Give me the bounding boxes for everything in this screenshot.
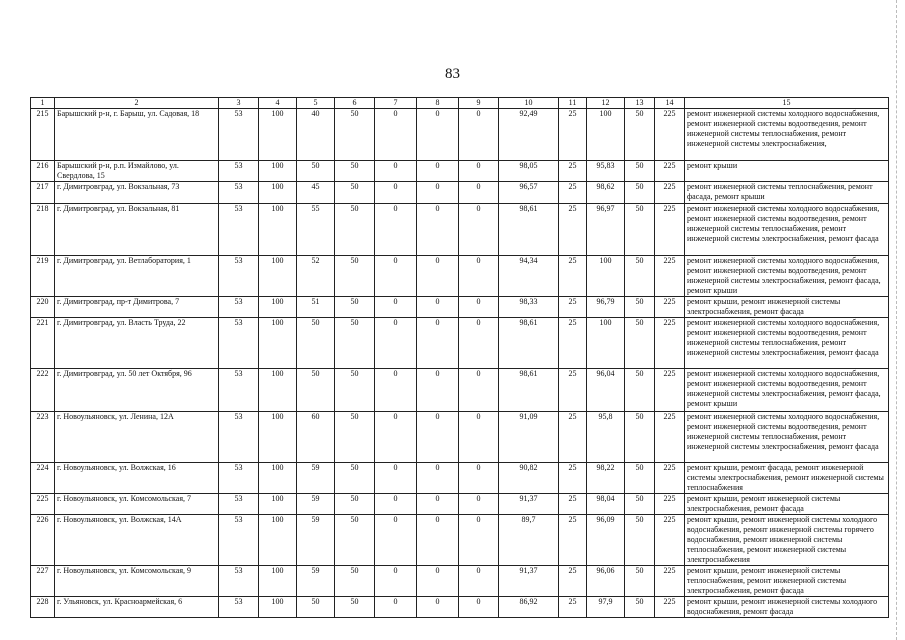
table-cell-works: ремонт инженерной системы холодного водоснабжения, ремонт инженерной системы водоотведения, ремонт инженерной системы теплоснабжения, ремонт инженерной системы электроснабжения, ремонт фасада (685, 204, 889, 256)
table-cell-c4: 100 (259, 318, 297, 369)
table-cell-c8: 0 (417, 256, 459, 297)
table-cell-c7: 0 (375, 318, 417, 369)
table-cell-c8: 0 (417, 318, 459, 369)
table-cell-c8: 0 (417, 412, 459, 463)
table-cell-c6: 50 (335, 256, 375, 297)
table-row (31, 494, 889, 515)
table-cell-c13: 50 (625, 463, 655, 494)
table-cell-works: ремонт крыши, ремонт инженерной системы теплоснабжения, ремонт инженерной системы электроснабжения, ремонт фасада (685, 566, 889, 597)
table-cell-c9: 0 (459, 463, 499, 494)
table-cell-c12: 98,04 (587, 494, 625, 515)
table-cell-n: 215 (31, 109, 55, 161)
table-cell-c7: 0 (375, 109, 417, 161)
table-cell-c14: 225 (655, 597, 685, 618)
table-cell-c4: 100 (259, 463, 297, 494)
table-cell-c7: 0 (375, 256, 417, 297)
table-cell-works: ремонт крыши, ремонт инженерной системы электроснабжения, ремонт фасада (685, 297, 889, 318)
table-cell-c4: 100 (259, 566, 297, 597)
table-cell-n: 225 (31, 494, 55, 515)
table-cell-c6: 50 (335, 297, 375, 318)
table-cell-n: 223 (31, 412, 55, 463)
column-header: 10 (499, 98, 559, 109)
table-cell-c14: 225 (655, 515, 685, 566)
table-cell-c11: 25 (559, 204, 587, 256)
table-cell-c11: 25 (559, 109, 587, 161)
table-cell-c13: 50 (625, 412, 655, 463)
table-cell-n: 216 (31, 161, 55, 182)
table-cell-c11: 25 (559, 494, 587, 515)
table-cell-c10: 96,57 (499, 182, 559, 204)
table-cell-c10: 98,61 (499, 204, 559, 256)
table-cell-c6: 50 (335, 318, 375, 369)
column-header: 2 (55, 98, 219, 109)
table-cell-c13: 50 (625, 182, 655, 204)
table-row (31, 515, 889, 566)
column-header: 13 (625, 98, 655, 109)
table-cell-c13: 50 (625, 515, 655, 566)
table-cell-c6: 50 (335, 204, 375, 256)
table-cell-c6: 50 (335, 161, 375, 182)
table-cell-c13: 50 (625, 161, 655, 182)
table-cell-c8: 0 (417, 109, 459, 161)
table-cell-c13: 50 (625, 204, 655, 256)
table-cell-c12: 98,22 (587, 463, 625, 494)
table-cell-c3: 53 (219, 463, 259, 494)
table-cell-c9: 0 (459, 369, 499, 412)
page-edge (895, 0, 897, 640)
table-cell-n: 217 (31, 182, 55, 204)
table-cell-works: ремонт крыши, ремонт инженерной системы холодного водоснабжения, ремонт инженерной системы горячего водоснабжения, ремонт инженерной системы теплоснабжения, ремонт инженерной системы электроснабжения (685, 515, 889, 566)
table-cell-c3: 53 (219, 161, 259, 182)
table-cell-c12: 96,04 (587, 369, 625, 412)
table-cell-c12: 96,79 (587, 297, 625, 318)
table-cell-addr: г. Новоульяновск, ул. Волжская, 14А (55, 515, 219, 566)
table-cell-c7: 0 (375, 515, 417, 566)
table-cell-c6: 50 (335, 182, 375, 204)
table-cell-c4: 100 (259, 256, 297, 297)
table-row (31, 256, 889, 297)
table-cell-c8: 0 (417, 369, 459, 412)
table-cell-c3: 53 (219, 494, 259, 515)
table-cell-c10: 86,92 (499, 597, 559, 618)
table-cell-c7: 0 (375, 412, 417, 463)
column-header: 5 (297, 98, 335, 109)
table-cell-c14: 225 (655, 109, 685, 161)
table-cell-addr: г. Новоульяновск, ул. Волжская, 16 (55, 463, 219, 494)
table-cell-c5: 60 (297, 412, 335, 463)
table-cell-works: ремонт инженерной системы холодного водоснабжения, ремонт инженерной системы водоотведения, ремонт инженерной системы теплоснабжения, ремонт инженерной системы электроснабжения, ремонт фасада (685, 412, 889, 463)
table-cell-c11: 25 (559, 566, 587, 597)
table-cell-c7: 0 (375, 369, 417, 412)
table-cell-c9: 0 (459, 204, 499, 256)
column-header: 1 (31, 98, 55, 109)
table-cell-c5: 59 (297, 515, 335, 566)
table-cell-c3: 53 (219, 297, 259, 318)
table-cell-c3: 53 (219, 566, 259, 597)
table-cell-c14: 225 (655, 318, 685, 369)
table-header-row (31, 98, 889, 109)
table-cell-c11: 25 (559, 256, 587, 297)
table-cell-c9: 0 (459, 494, 499, 515)
data-table (30, 97, 889, 618)
column-header: 7 (375, 98, 417, 109)
table-cell-c3: 53 (219, 256, 259, 297)
table-cell-c3: 53 (219, 109, 259, 161)
table-cell-n: 224 (31, 463, 55, 494)
table-cell-c7: 0 (375, 182, 417, 204)
table-cell-c10: 94,34 (499, 256, 559, 297)
table-cell-c9: 0 (459, 256, 499, 297)
table-cell-works: ремонт инженерной системы холодного водоснабжения, ремонт инженерной системы водоотведения, ремонт инженерной системы теплоснабжения, ремонт инженерной системы электроснабжения, (685, 109, 889, 161)
table-cell-addr: г. Димитровград, ул. Власть Труда, 22 (55, 318, 219, 369)
table-cell-c4: 100 (259, 515, 297, 566)
column-header: 8 (417, 98, 459, 109)
table-cell-n: 220 (31, 297, 55, 318)
table-cell-c5: 45 (297, 182, 335, 204)
table-row (31, 463, 889, 494)
table-cell-c4: 100 (259, 369, 297, 412)
table-cell-c9: 0 (459, 161, 499, 182)
table-body (31, 109, 889, 618)
table-row (31, 369, 889, 412)
table-cell-c6: 50 (335, 494, 375, 515)
table-row (31, 161, 889, 182)
table-cell-c5: 59 (297, 494, 335, 515)
table-cell-c9: 0 (459, 182, 499, 204)
table-cell-c8: 0 (417, 566, 459, 597)
table-cell-c7: 0 (375, 297, 417, 318)
table-cell-c6: 50 (335, 412, 375, 463)
table-cell-c11: 25 (559, 515, 587, 566)
column-header: 11 (559, 98, 587, 109)
table-cell-c7: 0 (375, 597, 417, 618)
table-cell-c7: 0 (375, 494, 417, 515)
table-cell-c8: 0 (417, 597, 459, 618)
table-cell-c3: 53 (219, 597, 259, 618)
table-cell-n: 227 (31, 566, 55, 597)
table-cell-c12: 96,06 (587, 566, 625, 597)
table-cell-works: ремонт инженерной системы теплоснабжения, ремонт фасада, ремонт крыши (685, 182, 889, 204)
table-cell-c13: 50 (625, 297, 655, 318)
table-cell-c12: 100 (587, 256, 625, 297)
table-cell-c3: 53 (219, 204, 259, 256)
table-row (31, 597, 889, 618)
table-cell-c9: 0 (459, 515, 499, 566)
table-cell-c10: 98,05 (499, 161, 559, 182)
table-cell-c5: 50 (297, 369, 335, 412)
table-row (31, 412, 889, 463)
table-cell-addr: г. Новоульяновск, ул. Комсомольская, 9 (55, 566, 219, 597)
table-cell-c10: 98,61 (499, 318, 559, 369)
table-cell-c14: 225 (655, 494, 685, 515)
table-cell-c12: 97,9 (587, 597, 625, 618)
table-cell-c11: 25 (559, 463, 587, 494)
table-cell-works: ремонт инженерной системы холодного водоснабжения, ремонт инженерной системы водоотведения, ремонт инженерной системы электроснабжения, ремонт фасада, ремонт крыши (685, 256, 889, 297)
table-cell-c10: 90,82 (499, 463, 559, 494)
table-row (31, 182, 889, 204)
table-cell-c4: 100 (259, 494, 297, 515)
table-cell-c12: 100 (587, 318, 625, 369)
table-cell-c8: 0 (417, 182, 459, 204)
table-cell-c12: 95,8 (587, 412, 625, 463)
table-cell-c11: 25 (559, 412, 587, 463)
table-cell-n: 226 (31, 515, 55, 566)
table-cell-c6: 50 (335, 109, 375, 161)
table-cell-c8: 0 (417, 161, 459, 182)
table-cell-c9: 0 (459, 597, 499, 618)
table-cell-c5: 51 (297, 297, 335, 318)
table-cell-c10: 89,7 (499, 515, 559, 566)
table-cell-c4: 100 (259, 412, 297, 463)
table-cell-c8: 0 (417, 515, 459, 566)
table-cell-c4: 100 (259, 161, 297, 182)
table-cell-addr: г. Новоульяновск, ул. Ленина, 12А (55, 412, 219, 463)
table-cell-c10: 92,49 (499, 109, 559, 161)
table-cell-c3: 53 (219, 182, 259, 204)
table-cell-c7: 0 (375, 566, 417, 597)
table-cell-c11: 25 (559, 318, 587, 369)
table-row (31, 297, 889, 318)
table-cell-c4: 100 (259, 297, 297, 318)
table-cell-c14: 225 (655, 256, 685, 297)
table-cell-c14: 225 (655, 182, 685, 204)
table-cell-c5: 50 (297, 597, 335, 618)
table-cell-c8: 0 (417, 297, 459, 318)
table-cell-c5: 55 (297, 204, 335, 256)
table-row (31, 204, 889, 256)
table-cell-c13: 50 (625, 256, 655, 297)
column-header: 4 (259, 98, 297, 109)
table-cell-c14: 225 (655, 463, 685, 494)
table-cell-c4: 100 (259, 597, 297, 618)
table-cell-c13: 50 (625, 109, 655, 161)
table-cell-c3: 53 (219, 412, 259, 463)
table-cell-c11: 25 (559, 369, 587, 412)
table-cell-c12: 96,97 (587, 204, 625, 256)
table-cell-addr: г. Димитровград, ул. 50 лет Октября, 96 (55, 369, 219, 412)
table-cell-addr: г. Димитровград, ул. Ветлаборатория, 1 (55, 256, 219, 297)
table-cell-c6: 50 (335, 515, 375, 566)
column-header: 14 (655, 98, 685, 109)
table-cell-c13: 50 (625, 318, 655, 369)
table-cell-n: 221 (31, 318, 55, 369)
table-cell-c11: 25 (559, 182, 587, 204)
table-cell-addr: Барышский р-н, р.п. Измайлово, ул. Свердлова, 15 (55, 161, 219, 182)
table-cell-c5: 52 (297, 256, 335, 297)
table-cell-c9: 0 (459, 566, 499, 597)
table-cell-addr: г. Димитровград, ул. Вокзальная, 73 (55, 182, 219, 204)
table-cell-c11: 25 (559, 161, 587, 182)
table-cell-n: 219 (31, 256, 55, 297)
table-cell-c3: 53 (219, 318, 259, 369)
table-cell-c6: 50 (335, 369, 375, 412)
table-cell-works: ремонт крыши, ремонт инженерной системы холодного водоснабжения, ремонт фасада (685, 597, 889, 618)
table-cell-c14: 225 (655, 161, 685, 182)
table-cell-c11: 25 (559, 597, 587, 618)
table-cell-c5: 59 (297, 566, 335, 597)
table-cell-c7: 0 (375, 204, 417, 256)
table-cell-c12: 95,83 (587, 161, 625, 182)
table-cell-works: ремонт крыши, ремонт инженерной системы электроснабжения, ремонт фасада (685, 494, 889, 515)
table-cell-c9: 0 (459, 297, 499, 318)
table-cell-c12: 98,62 (587, 182, 625, 204)
table-cell-works: ремонт инженерной системы холодного водоснабжения, ремонт инженерной системы водоотведения, ремонт инженерной системы теплоснабжения, ремонт инженерной системы электроснабжения, ремонт фасада (685, 318, 889, 369)
column-header: 12 (587, 98, 625, 109)
table-cell-c12: 100 (587, 109, 625, 161)
table-cell-n: 228 (31, 597, 55, 618)
table-cell-addr: Барышский р-н, г. Барыш, ул. Садовая, 18 (55, 109, 219, 161)
table-cell-addr: г. Димитровград, ул. Вокзальная, 81 (55, 204, 219, 256)
table-cell-c6: 50 (335, 597, 375, 618)
table-cell-works: ремонт инженерной системы холодного водоснабжения, ремонт инженерной системы водоотведения, ремонт инженерной системы электроснабжения, ремонт фасада, ремонт крыши (685, 369, 889, 412)
table-cell-c13: 50 (625, 597, 655, 618)
column-header: 15 (685, 98, 889, 109)
table-cell-c5: 50 (297, 318, 335, 369)
table-cell-c5: 50 (297, 161, 335, 182)
table-cell-c7: 0 (375, 463, 417, 494)
page-number: 83 (445, 66, 460, 82)
table-cell-c8: 0 (417, 204, 459, 256)
table-cell-c14: 225 (655, 412, 685, 463)
table-cell-c4: 100 (259, 204, 297, 256)
table-row (31, 318, 889, 369)
table-cell-c13: 50 (625, 494, 655, 515)
table-cell-c5: 40 (297, 109, 335, 161)
table-cell-n: 222 (31, 369, 55, 412)
table-cell-c6: 50 (335, 463, 375, 494)
table-cell-c10: 98,61 (499, 369, 559, 412)
table-cell-c13: 50 (625, 369, 655, 412)
table-cell-c6: 50 (335, 566, 375, 597)
table-cell-works: ремонт крыши, ремонт фасада, ремонт инженерной системы электроснабжения, ремонт инженерной системы теплоснабжения (685, 463, 889, 494)
table-cell-addr: г. Новоульяновск, ул. Комсомольская, 7 (55, 494, 219, 515)
table-cell-works: ремонт крыши (685, 161, 889, 182)
table-cell-c9: 0 (459, 412, 499, 463)
table-cell-c4: 100 (259, 182, 297, 204)
table-cell-c3: 53 (219, 369, 259, 412)
column-header: 3 (219, 98, 259, 109)
column-header: 6 (335, 98, 375, 109)
table-cell-c5: 59 (297, 463, 335, 494)
table-cell-c14: 225 (655, 297, 685, 318)
table-cell-c10: 91,37 (499, 494, 559, 515)
table-cell-c8: 0 (417, 494, 459, 515)
table-cell-c10: 98,33 (499, 297, 559, 318)
table-cell-c7: 0 (375, 161, 417, 182)
table-cell-c14: 225 (655, 204, 685, 256)
column-header: 9 (459, 98, 499, 109)
table-cell-c11: 25 (559, 297, 587, 318)
table-cell-c10: 91,37 (499, 566, 559, 597)
table-cell-c14: 225 (655, 369, 685, 412)
table-cell-c14: 225 (655, 566, 685, 597)
table-cell-c13: 50 (625, 566, 655, 597)
table-cell-c9: 0 (459, 109, 499, 161)
table-cell-c9: 0 (459, 318, 499, 369)
table-cell-n: 218 (31, 204, 55, 256)
table-cell-addr: г. Ульяновск, ул. Красноармейская, 6 (55, 597, 219, 618)
table-cell-c3: 53 (219, 515, 259, 566)
table-cell-c4: 100 (259, 109, 297, 161)
table-row (31, 566, 889, 597)
table-cell-c10: 91,09 (499, 412, 559, 463)
table-row (31, 109, 889, 161)
table-cell-c12: 96,09 (587, 515, 625, 566)
table-cell-c8: 0 (417, 463, 459, 494)
table-cell-addr: г. Димитровград, пр-т Димитрова, 7 (55, 297, 219, 318)
